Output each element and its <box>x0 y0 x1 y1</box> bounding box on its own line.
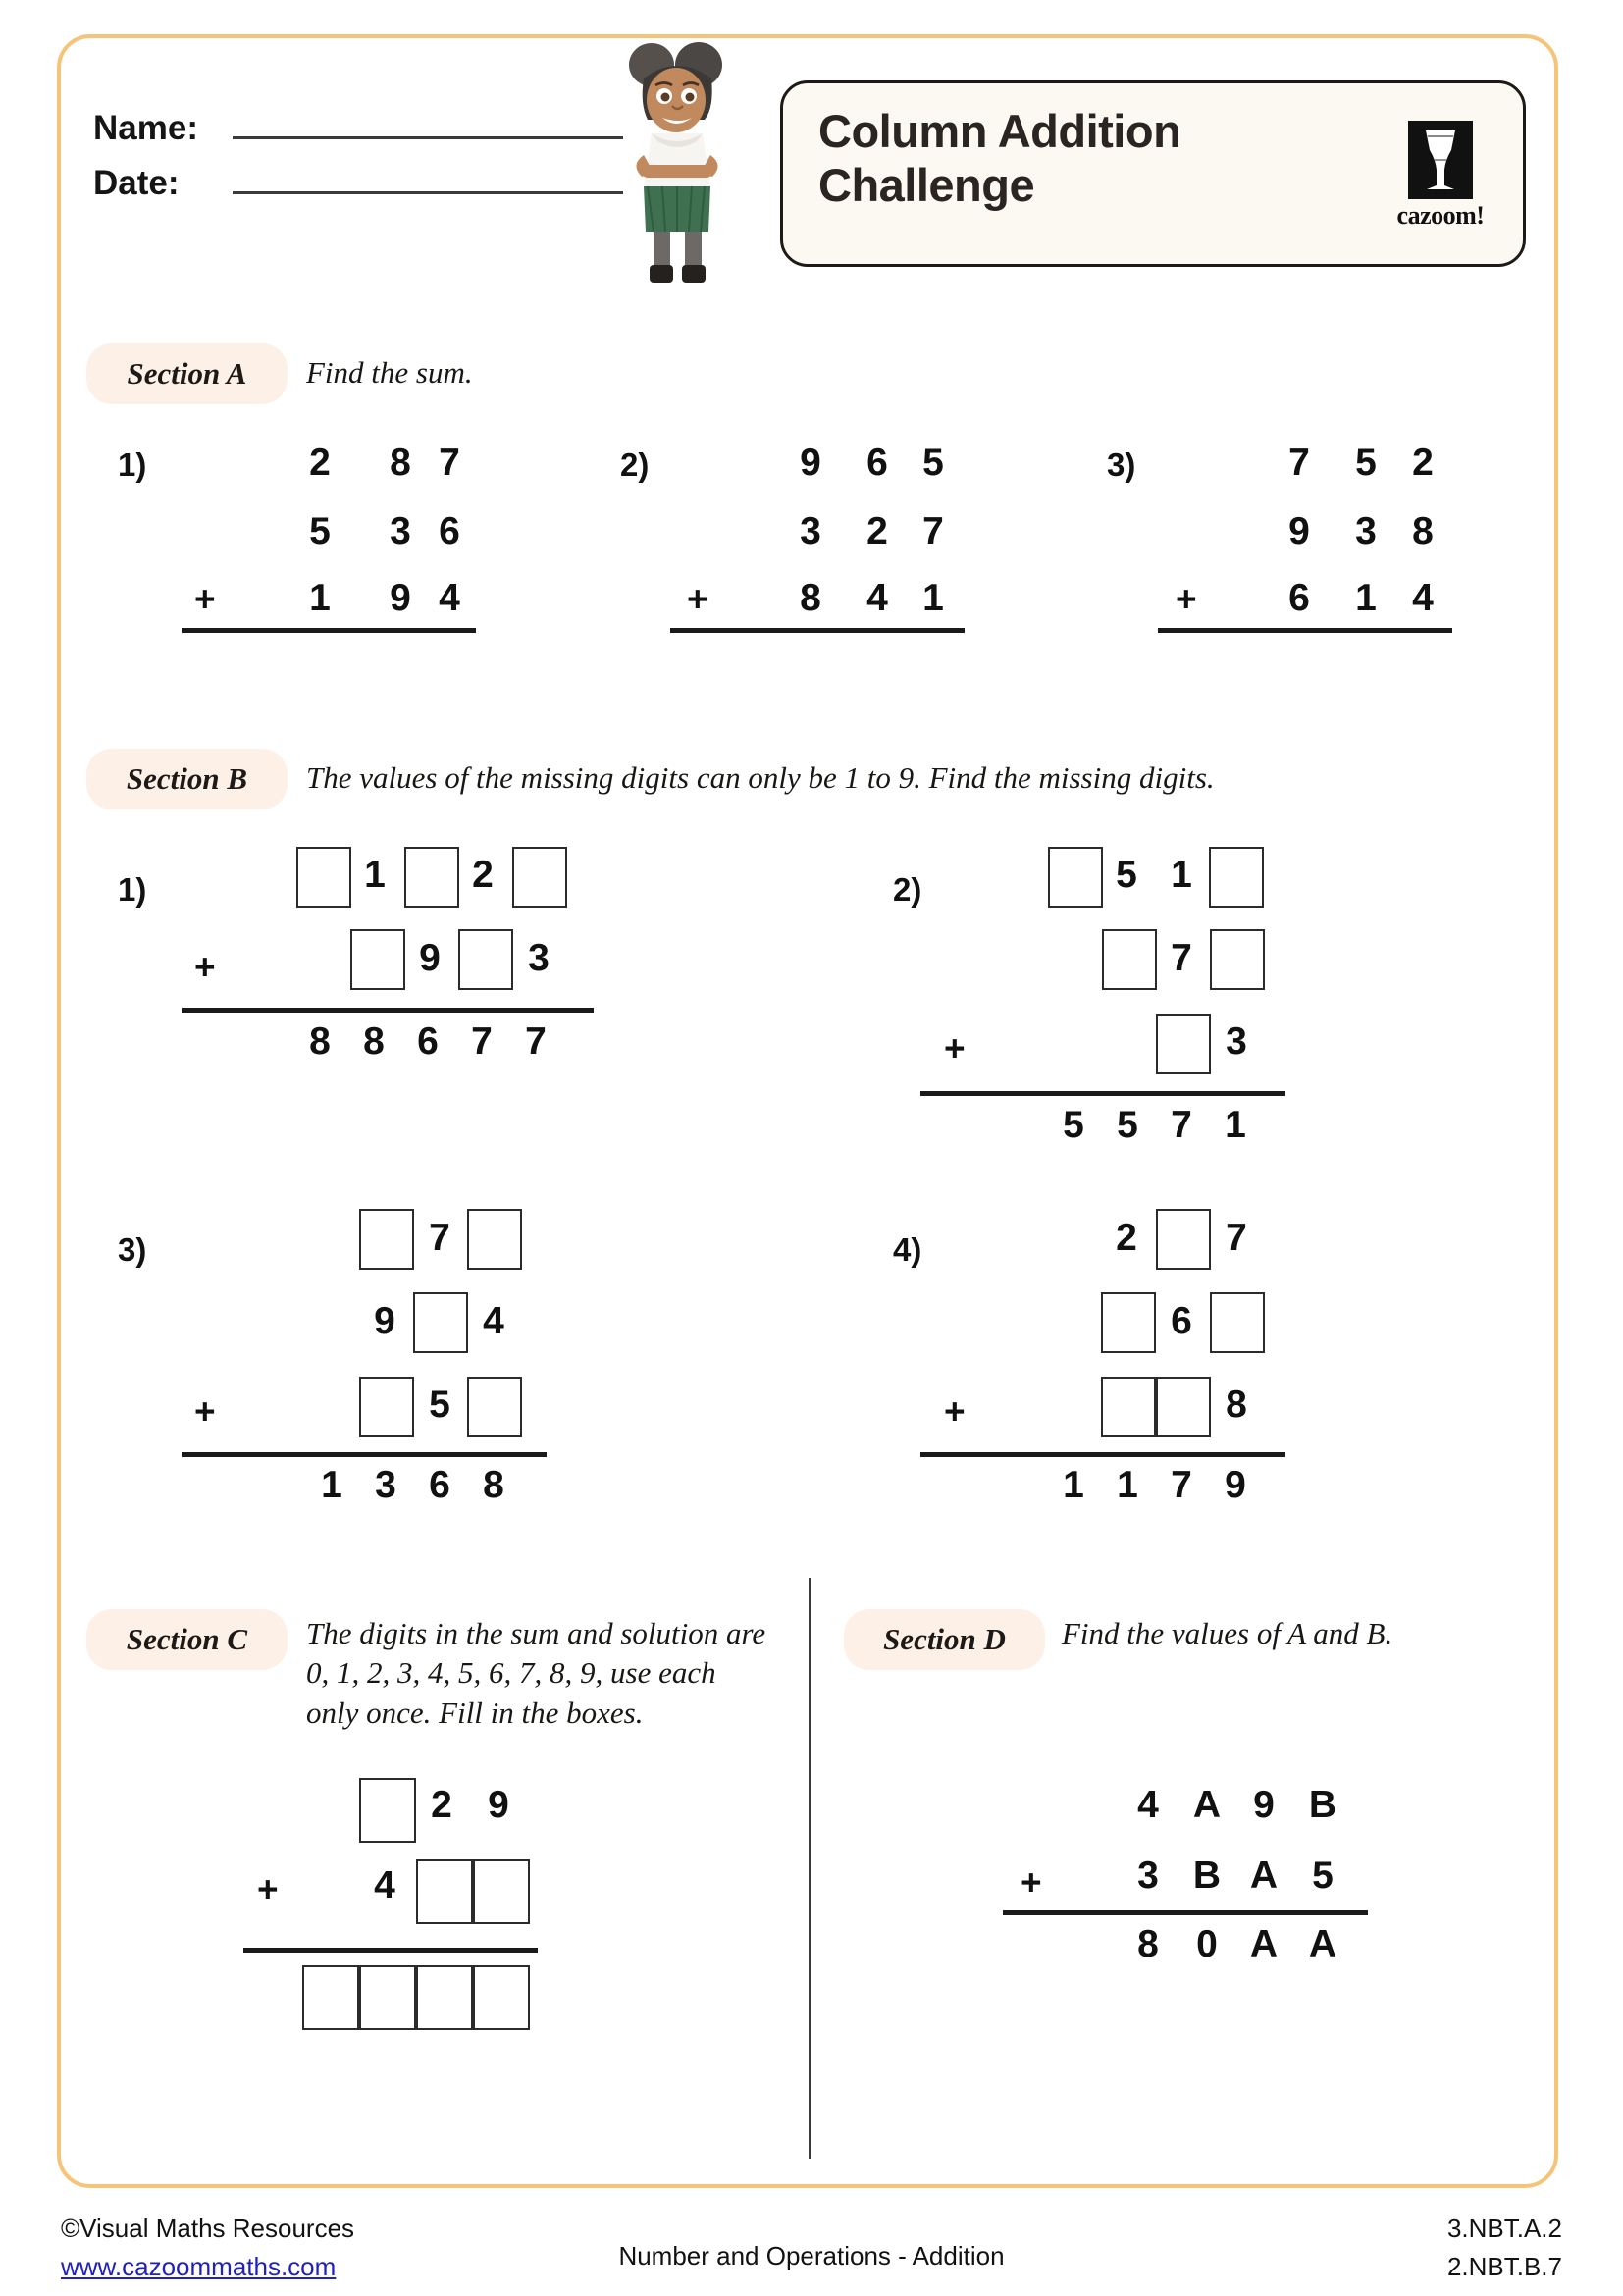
missing-digit-box[interactable] <box>350 929 405 990</box>
digit-cell: 8 <box>390 442 411 484</box>
section-c-instruction: The digits in the sum and solution are 0, 1, 2, 3, 4, 5, 6, 7, 8, 9, use each only once. Fill in the boxes. <box>306 1616 766 1730</box>
digit-cell: 6 <box>1288 577 1310 619</box>
digit-cell: 9 <box>419 937 441 979</box>
date-input-line[interactable] <box>233 191 623 194</box>
name-date-block <box>93 93 623 203</box>
section-b-instruction: The values of the missing digits can only be 1 to 9. Find the missing digits. <box>306 760 1215 795</box>
digit-cell: 3 <box>1137 1854 1159 1897</box>
answer-digit: 6 <box>429 1464 450 1506</box>
answer-box[interactable] <box>473 1965 530 2030</box>
missing-digit-box[interactable] <box>1209 847 1264 908</box>
missing-digit-box[interactable] <box>1102 929 1157 990</box>
answer-digit: 9 <box>1225 1464 1246 1506</box>
digit-cell: 8 <box>800 577 821 619</box>
answer-rule <box>182 1008 594 1013</box>
answer-box[interactable] <box>359 1965 416 2030</box>
plus-operator: + <box>1176 579 1197 619</box>
plus-operator: + <box>944 1028 966 1069</box>
answer-digit: A <box>1249 1923 1279 1965</box>
missing-digit-box[interactable] <box>1210 929 1265 990</box>
digit-cell: 1 <box>364 854 386 896</box>
missing-digit-box[interactable] <box>512 847 567 908</box>
digit-cell: 4 <box>374 1864 395 1906</box>
digit-cell: 2 <box>472 854 494 896</box>
answer-digit: 5 <box>1117 1104 1138 1146</box>
digit-cell: 4 <box>1412 577 1434 619</box>
website-link[interactable]: www.cazoommaths.com <box>61 2252 337 2281</box>
missing-digit-box[interactable] <box>458 929 513 990</box>
plus-operator: + <box>687 579 708 619</box>
answer-digit: 8 <box>483 1464 504 1506</box>
missing-digit-box[interactable] <box>413 1292 468 1353</box>
section-a-pill: Section A <box>86 343 288 404</box>
missing-digit-box[interactable] <box>1048 847 1103 908</box>
page-title: Column Addition Challenge <box>818 105 1181 211</box>
digit-cell: 5 <box>309 510 331 552</box>
logo-wordmark: cazoom! <box>1396 201 1485 230</box>
digit-cell: 9 <box>390 577 411 619</box>
date-row <box>93 148 623 203</box>
digit-cell: 4 <box>439 577 460 619</box>
plus-operator: + <box>1021 1862 1042 1903</box>
digit-cell: 2 <box>431 1784 452 1826</box>
digit-cell: 8 <box>1412 510 1434 552</box>
digit-cell: 7 <box>1171 937 1192 979</box>
question-number: 1) <box>118 871 147 908</box>
missing-digit-box[interactable] <box>404 847 459 908</box>
answer-rule <box>243 1948 538 1953</box>
missing-digit-box[interactable] <box>359 1209 414 1270</box>
answer-digit: 8 <box>1137 1923 1159 1965</box>
answer-box[interactable] <box>302 1965 359 2030</box>
digit-cell: 6 <box>866 442 888 484</box>
digit-cell: 9 <box>488 1784 509 1826</box>
column-divider <box>809 1578 812 2159</box>
plus-operator: + <box>194 947 216 987</box>
digit-cell: 8 <box>1226 1383 1247 1426</box>
missing-digit-box[interactable] <box>359 1778 416 1843</box>
section-c-pill: Section C <box>86 1609 288 1670</box>
plus-operator: + <box>194 1391 216 1432</box>
answer-digit: 7 <box>525 1020 547 1063</box>
answer-rule <box>920 1091 1285 1096</box>
section-d-pill: Section D <box>844 1609 1045 1670</box>
missing-digit-box[interactable] <box>467 1209 522 1270</box>
missing-digit-box[interactable] <box>1101 1292 1156 1353</box>
digit-cell: 5 <box>1355 442 1377 484</box>
digit-cell: B <box>1308 1784 1337 1826</box>
missing-digit-box[interactable] <box>1156 1377 1211 1437</box>
cazoom-logo <box>1387 121 1493 231</box>
answer-area[interactable] <box>1158 633 1452 682</box>
answer-rule <box>920 1452 1285 1457</box>
digit-cell: 4 <box>866 577 888 619</box>
digit-cell: 9 <box>374 1300 395 1342</box>
digit-cell: 9 <box>800 442 821 484</box>
digit-cell: 4 <box>483 1300 504 1342</box>
answer-digit: 6 <box>417 1020 439 1063</box>
digit-cell: 5 <box>1312 1854 1334 1897</box>
digit-cell: 5 <box>922 442 944 484</box>
student-mascot-icon <box>618 39 736 294</box>
missing-digit-box[interactable] <box>1156 1014 1211 1074</box>
digit-cell: 6 <box>439 510 460 552</box>
digit-cell: 6 <box>1171 1300 1192 1342</box>
answer-digit: 3 <box>375 1464 396 1506</box>
answer-area[interactable] <box>182 633 476 682</box>
digit-cell: 7 <box>1226 1217 1247 1259</box>
footer <box>0 2198 1623 2296</box>
digit-cell: 7 <box>429 1217 450 1259</box>
missing-digit-box[interactable] <box>296 847 351 908</box>
digit-cell: 2 <box>866 510 888 552</box>
digit-cell: A <box>1192 1784 1222 1826</box>
answer-digit: 8 <box>363 1020 385 1063</box>
digit-cell: 5 <box>1116 854 1137 896</box>
answer-area[interactable] <box>670 633 965 682</box>
digit-cell: 3 <box>800 510 821 552</box>
missing-digit-box[interactable] <box>416 1859 473 1924</box>
question-number: 4) <box>893 1231 922 1268</box>
answer-digit: 1 <box>321 1464 342 1506</box>
footer-topic: Number and Operations - Addition <box>618 2241 1005 2270</box>
missing-digit-box[interactable] <box>467 1377 522 1437</box>
title-box <box>780 80 1526 267</box>
missing-digit-box[interactable] <box>473 1859 530 1924</box>
answer-digit: 8 <box>309 1020 331 1063</box>
missing-digit-box[interactable] <box>1101 1377 1156 1437</box>
missing-digit-box[interactable] <box>1156 1209 1211 1270</box>
answer-digit: A <box>1308 1923 1337 1965</box>
answer-digit: 1 <box>1225 1104 1246 1146</box>
footer-standards <box>1447 2210 1562 2286</box>
answer-digit: 7 <box>1171 1104 1192 1146</box>
standard-code-1: 3.NBT.A.2 <box>1446 2214 1562 2243</box>
section-d-instruction: Find the values of A and B. <box>1062 1616 1393 1650</box>
question-number: 1) <box>118 446 147 483</box>
digit-cell: 1 <box>309 577 331 619</box>
plus-operator: + <box>257 1869 279 1909</box>
digit-cell: 7 <box>922 510 944 552</box>
answer-box[interactable] <box>416 1965 473 2030</box>
question-number: 3) <box>1107 446 1136 483</box>
answer-digit: 5 <box>1063 1104 1084 1146</box>
standard-code-2: 2.NBT.B.7 <box>1446 2252 1562 2281</box>
digit-cell: 9 <box>1288 510 1310 552</box>
name-row <box>93 93 623 148</box>
question-number: 2) <box>893 871 922 908</box>
answer-digit: 7 <box>471 1020 493 1063</box>
answer-digit: 1 <box>1117 1464 1138 1506</box>
digit-cell: 2 <box>1412 442 1434 484</box>
answer-digit: 7 <box>1171 1464 1192 1506</box>
digit-cell: 1 <box>1171 854 1192 896</box>
answer-digit: 1 <box>1063 1464 1084 1506</box>
plus-operator: + <box>944 1391 966 1432</box>
digit-cell: 3 <box>390 510 411 552</box>
digit-cell: A <box>1249 1854 1279 1897</box>
digit-cell: 7 <box>439 442 460 484</box>
answer-digit: 0 <box>1196 1923 1218 1965</box>
missing-digit-box[interactable] <box>359 1377 414 1437</box>
plus-operator: + <box>194 579 216 619</box>
answer-rule <box>182 1452 547 1457</box>
digit-cell: 3 <box>1226 1020 1247 1063</box>
date-label: Date: <box>93 164 180 202</box>
digit-cell: 4 <box>1137 1784 1159 1826</box>
question-number: 3) <box>118 1231 147 1268</box>
digit-cell: 7 <box>1288 442 1310 484</box>
section-b-pill: Section B <box>86 749 288 809</box>
digit-cell: 1 <box>1355 577 1377 619</box>
digit-cell: 2 <box>309 442 331 484</box>
name-input-line[interactable] <box>233 136 623 139</box>
digit-cell: 1 <box>922 577 944 619</box>
digit-cell: 5 <box>429 1383 450 1426</box>
digit-cell: 3 <box>1355 510 1377 552</box>
missing-digit-box[interactable] <box>1210 1292 1265 1353</box>
section-a-instruction: Find the sum. <box>306 355 473 390</box>
digit-cell: 9 <box>1253 1784 1275 1826</box>
copyright-text: ©Visual Maths Resources <box>61 2214 355 2243</box>
name-label: Name: <box>93 109 198 147</box>
digit-cell: 2 <box>1116 1217 1137 1259</box>
answer-rule <box>1003 1910 1368 1915</box>
digit-cell: 3 <box>528 937 550 979</box>
digit-cell: B <box>1192 1854 1222 1897</box>
goblet-icon <box>1408 121 1473 199</box>
question-number: 2) <box>620 446 650 483</box>
